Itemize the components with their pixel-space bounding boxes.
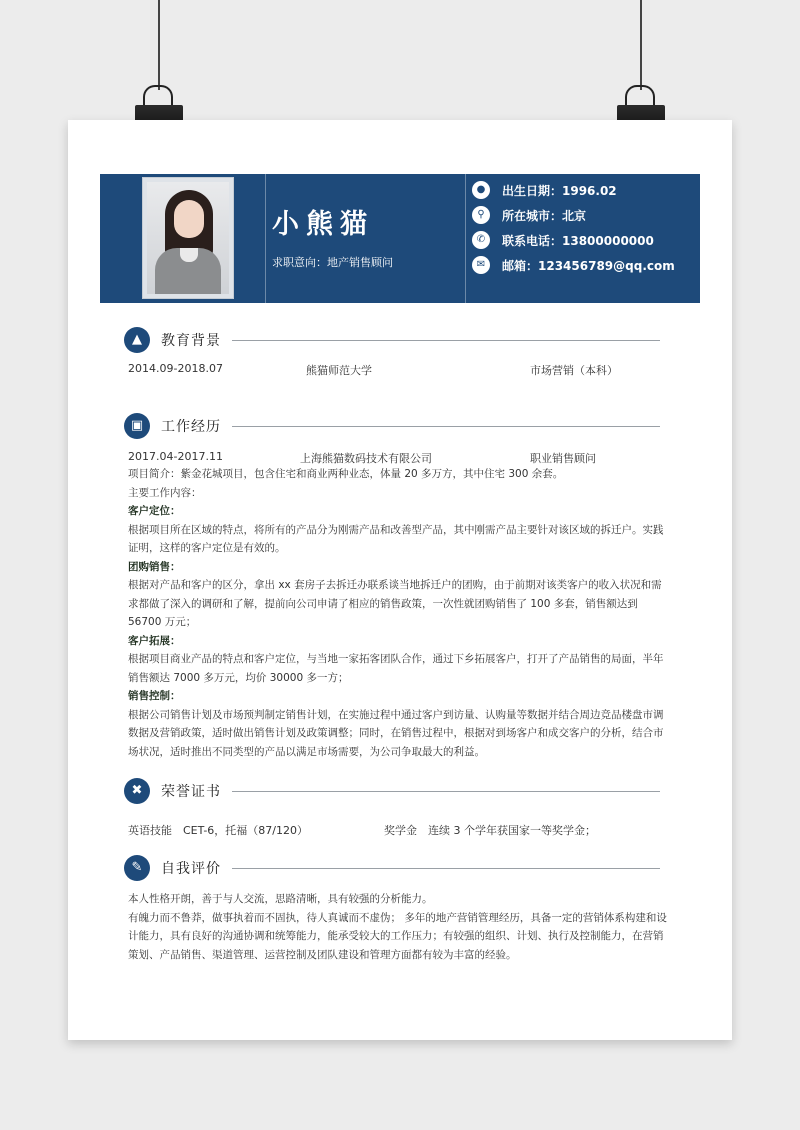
section-divider: [232, 340, 660, 341]
resume-header: [100, 174, 700, 303]
duty-text: 根据项目商业产品的特点和客户定位，与当地一家拓客团队合作，通过下乡拓展客户，打开了产品销售的局面，半年销售额达 7000 多万元，均价 30000 多一方；: [128, 653, 664, 684]
self-eval-line: 有魄力而不鲁莽，做事执着而不固执，待人真诚而不虚伪； 多年的地产营销管理经历，具备一定的营销体系构建和设计能力，具有良好的沟通协调和统筹能力，能承受较大的工作压力；有较强的组织、计划、执行及控制能力，在营销策划、产品销售、渠道管理、运营控制及团队建设和管理方面都有较为丰富的经验。: [128, 911, 667, 961]
graduation-cap-icon: ▲: [124, 327, 150, 353]
honor-english: 英语技能 CET-6，托福（87/120）: [128, 824, 309, 837]
section-divider: [232, 868, 660, 869]
duty-heading: 销售控制：: [128, 690, 181, 702]
work-position: 职业销售顾问: [530, 452, 596, 465]
honors-heading: [124, 776, 221, 806]
info-phone-text: 联系电话：13800000000: [502, 233, 654, 248]
edit-icon: ✎: [124, 855, 150, 881]
header-divider: [465, 174, 466, 303]
work-content-label: 主要工作内容：: [128, 486, 202, 499]
education-heading: [124, 325, 221, 355]
info-city: [472, 205, 586, 225]
info-email: [472, 255, 675, 275]
education-title: 教育背景: [161, 333, 221, 349]
info-phone: [472, 230, 654, 250]
duty-text: 根据公司销售计划及市场预判制定销售计划，在实施过程中通过客户到访量、认购量等数据并结合周边竞品楼盘市调数据及营销政策，适时做出销售计划及政策调整；同时，在销售过程中，根据对到场客户和成交客户的分析，结合市场状况，适时推出不同类型的产品以满足市场需要，为公司争取最大的利益。: [128, 708, 664, 758]
work-period: 2017.04-2017.11: [128, 450, 223, 463]
info-birthdate-text: 出生日期：1996.02: [502, 183, 617, 198]
mail-icon: ✉: [472, 256, 490, 274]
info-email-text: 邮箱：123456789@qq.com: [502, 258, 675, 273]
hanging-string-right: [640, 0, 642, 90]
section-divider: [232, 791, 660, 792]
resume-paper: [68, 120, 732, 1040]
info-birthdate: [472, 180, 617, 200]
section-divider: [232, 426, 660, 427]
work-title: 工作经历: [161, 419, 221, 435]
profile-photo: [142, 177, 234, 299]
education-major: 市场营销（本科）: [530, 364, 618, 377]
duty-heading: 客户拓展：: [128, 634, 181, 647]
candidate-name: 小熊猫: [272, 209, 374, 240]
job-intent: 求职意向：地产销售顾问: [272, 256, 393, 269]
duty-text: 根据项目所在区域的特点，将所有的产品分为刚需产品和改善型产品，其中刚需产品主要针对该区域的拆迁户。实践证明，这样的客户定位是有效的。: [128, 523, 664, 554]
honor-scholarship: 奖学金 连续 3 个学年获国家一等奖学金；: [384, 824, 596, 837]
phone-icon: ✆: [472, 231, 490, 249]
header-divider: [265, 174, 266, 303]
self-eval-heading: [124, 853, 221, 883]
work-details: [128, 465, 668, 761]
self-eval-line: 本人性格开朗，善于与人交流，思路清晰，具有较强的分析能力。: [128, 893, 433, 905]
location-pin-icon: ⚲: [472, 206, 490, 224]
duty-text: 根据对产品和客户的区分，拿出 xx 套房子去拆迁办联系谈当地拆迁户的团购，由于前期对该类客户的收入状况和需求都做了深入的调研和了解，提前向公司申请了相应的销售政策，一次性就团购销售了 100 多套，销售额达到 56700 万元；: [128, 579, 662, 628]
work-company: 上海熊猫数码技术有限公司: [300, 452, 432, 465]
info-city-text: 所在城市：北京: [502, 208, 587, 223]
honors-title: 荣誉证书: [161, 784, 221, 800]
person-icon: ●: [472, 181, 490, 199]
self-eval-title: 自我评价: [161, 861, 221, 877]
education-school: 熊猫师范大学: [306, 364, 372, 377]
project-intro: 项目简介：紫金花城项目，包含住宅和商业两种业态，体量 20 多万方，其中住宅 300 余套。: [128, 468, 564, 480]
work-heading: [124, 411, 221, 441]
duty-heading: 客户定位：: [128, 505, 181, 517]
briefcase-icon: ▣: [124, 413, 150, 439]
self-eval-text: [128, 890, 668, 964]
duty-heading: 团购销售：: [128, 560, 181, 573]
tools-icon: ✖: [124, 778, 150, 804]
education-period: 2014.09-2018.07: [128, 362, 223, 375]
hanging-string-left: [158, 0, 160, 90]
